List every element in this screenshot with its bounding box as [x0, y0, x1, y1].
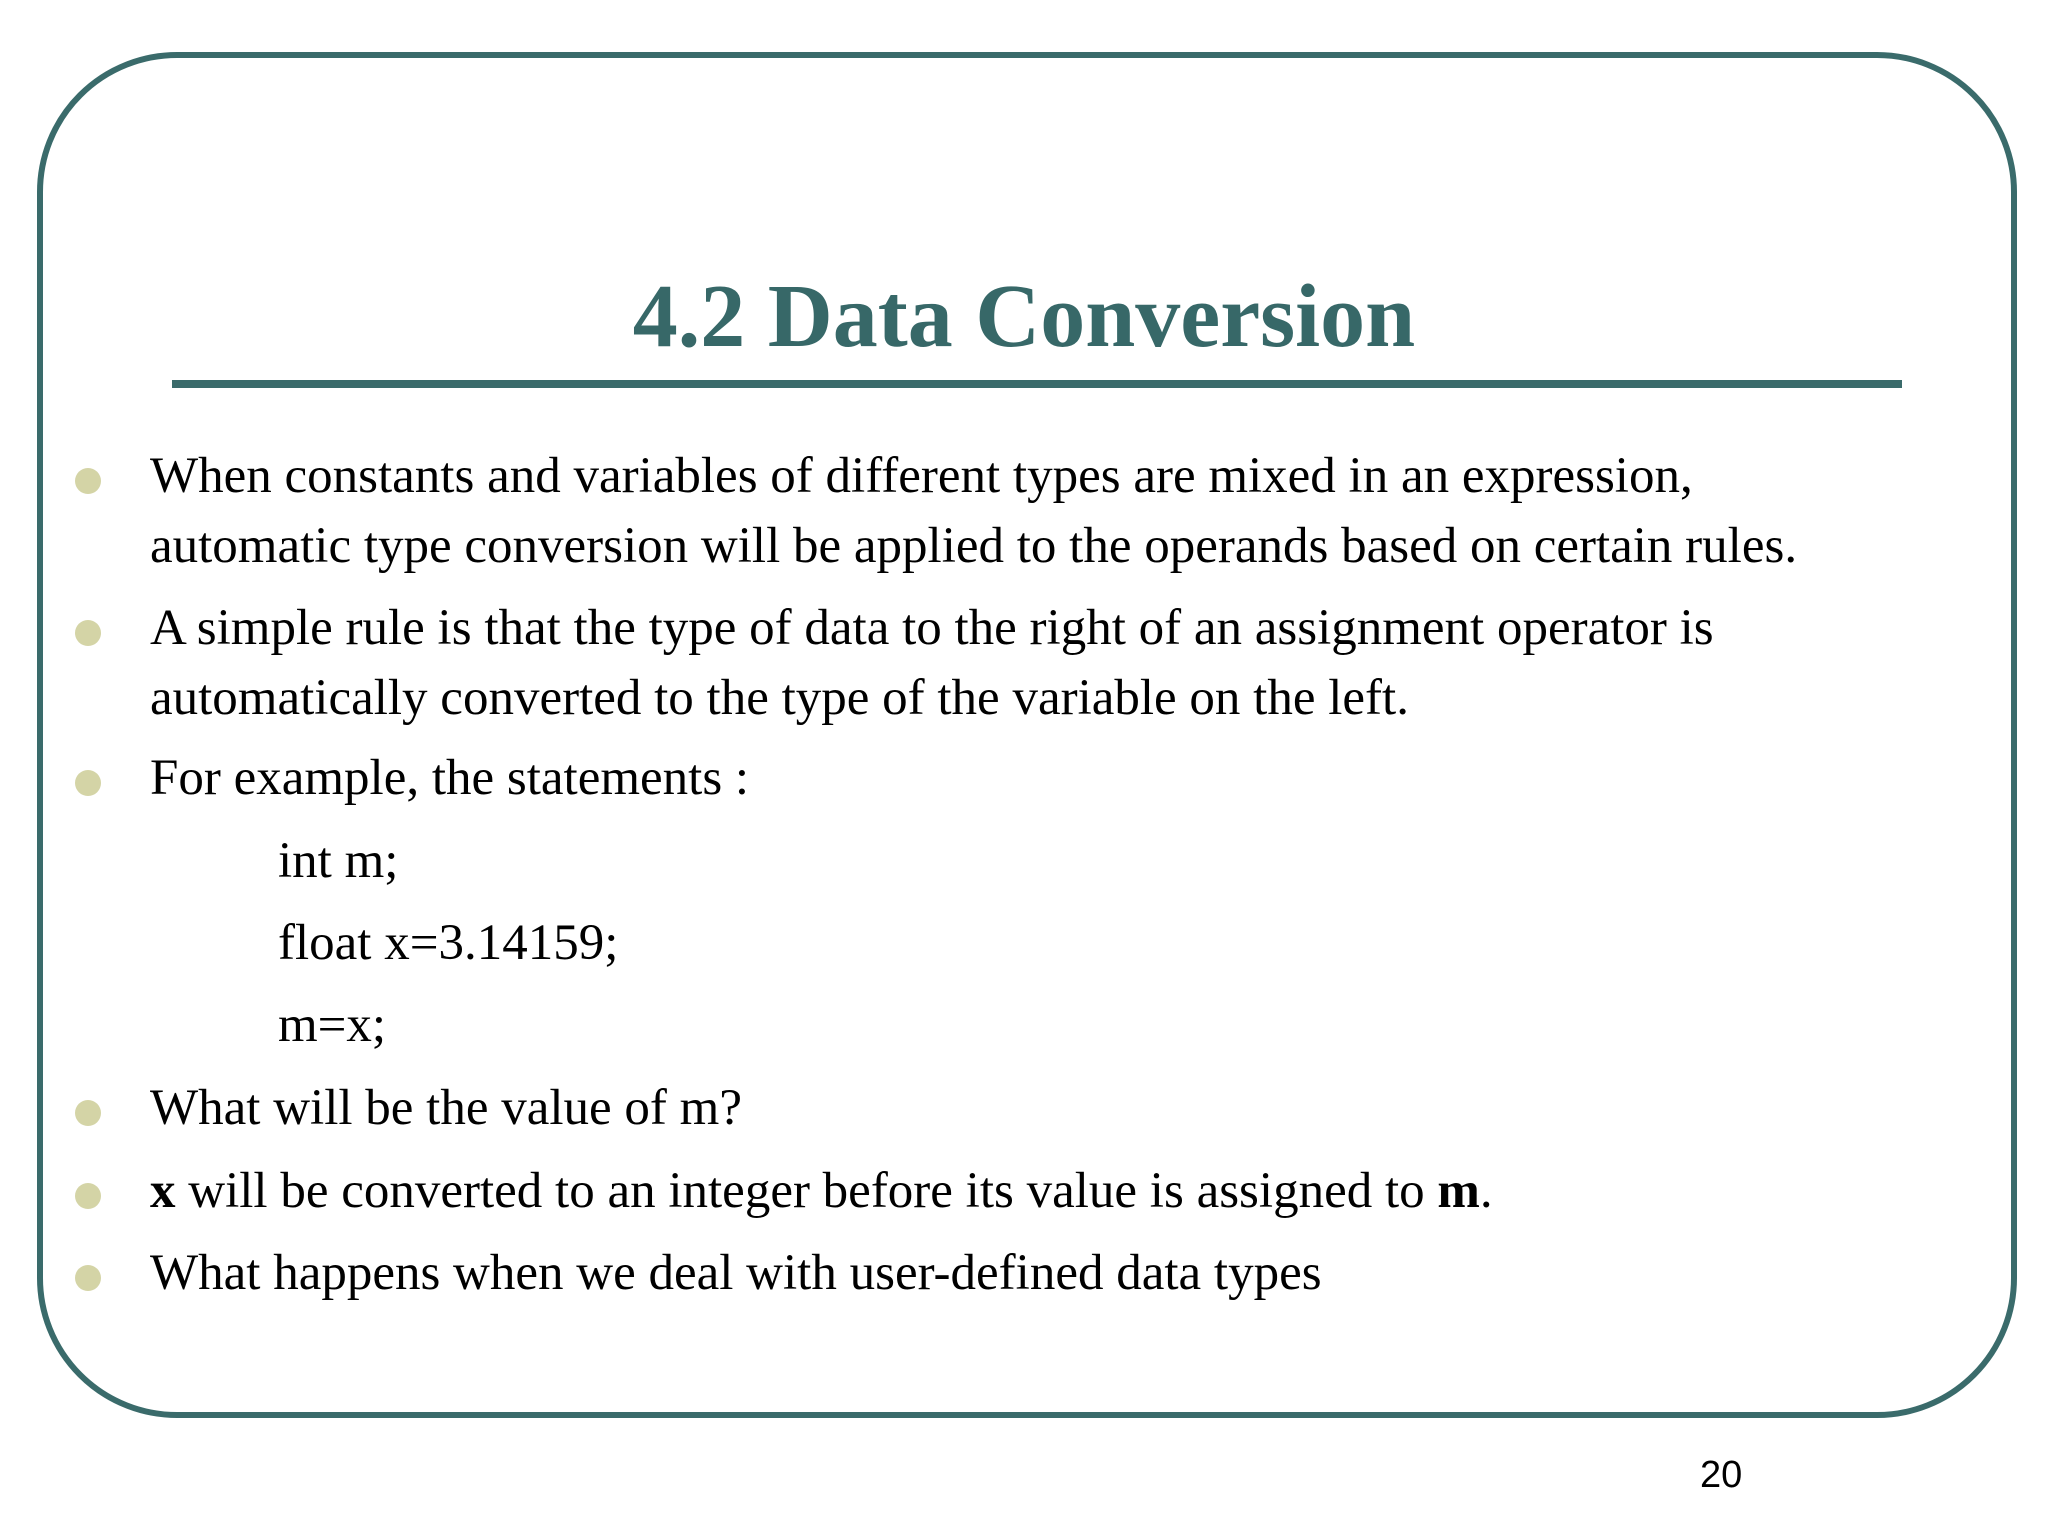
bullet-line: When constants and variables of different types are mixed in an expression, — [150, 448, 1693, 504]
bold-variable-x: x — [150, 1163, 176, 1219]
code-line: m=x; — [278, 997, 387, 1053]
bullet-line: automatically converted to the type of the variable on the left. — [150, 670, 1409, 726]
bullet-text-end: . — [1479, 1163, 1493, 1219]
bullet-item: What happens when we deal with user-defined data types — [150, 1245, 1322, 1301]
bold-variable-m: m — [1437, 1163, 1480, 1219]
bullet-dot-icon — [75, 770, 101, 796]
bullet-item: What will be the value of m? — [150, 1080, 742, 1136]
bullet-text: will be converted to an integer before its value is assigned to — [175, 1163, 1438, 1219]
bullet-item — [150, 441, 2000, 581]
bullet-dot-icon — [75, 1183, 101, 1209]
bullet-item — [150, 593, 2000, 733]
code-line: float x=3.14159; — [278, 915, 619, 971]
code-line: int m; — [278, 833, 399, 889]
bullet-dot-icon — [75, 468, 101, 494]
bullet-line: automatic type conversion will be applied to the operands based on certain rules. — [150, 518, 1798, 574]
bullet-item: For example, the statements : — [150, 750, 750, 806]
bullet-dot-icon — [75, 1265, 101, 1291]
bullet-dot-icon — [75, 620, 101, 646]
page-number: 20 — [1700, 1454, 1743, 1496]
bullet-item — [150, 1156, 2000, 1226]
bullet-line: A simple rule is that the type of data to the right of an assignment operator is — [150, 600, 1714, 656]
slide-title: 4.2 Data Conversion — [632, 267, 1416, 366]
bullet-dot-icon — [75, 1100, 101, 1126]
